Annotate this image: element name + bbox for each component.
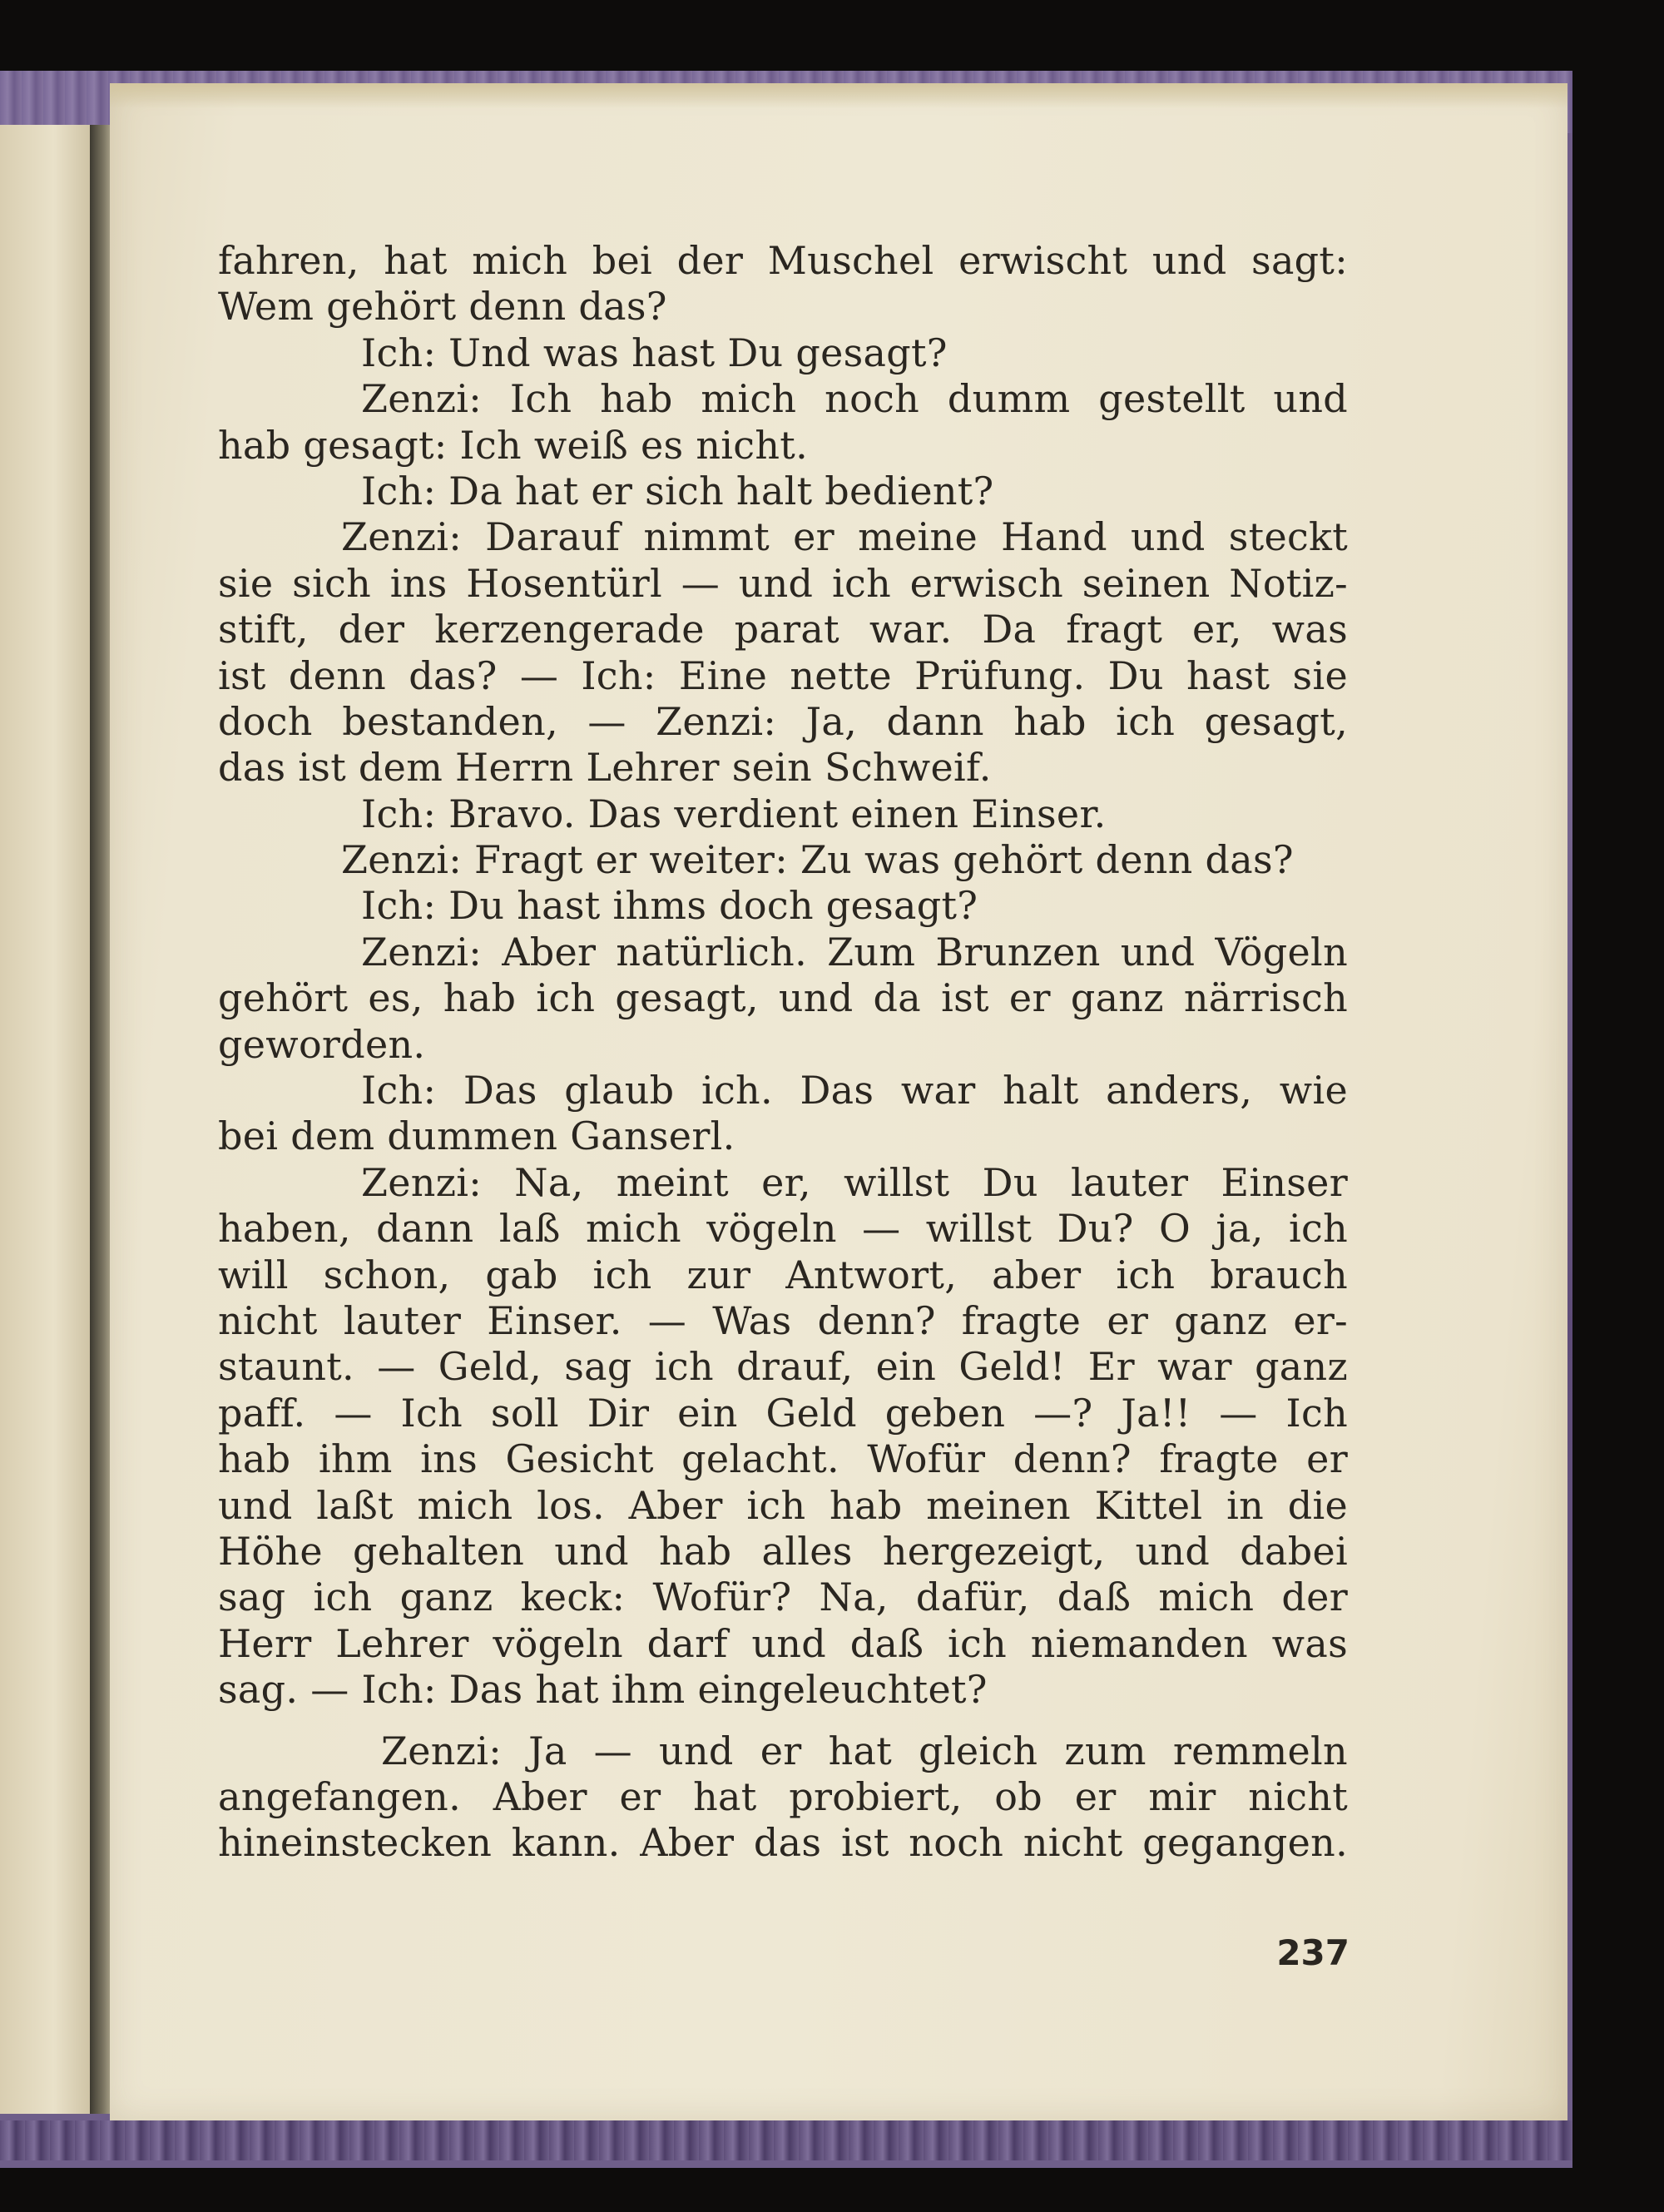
text-line: sag. — Ich: Das hat ihm eingeleuchtet? bbox=[218, 1667, 988, 1713]
text-line: das ist dem Herrn Lehrer sein Schweif. bbox=[218, 745, 992, 791]
text-line: Herr Lehrer vögeln darf und daß ich niemanden was bbox=[218, 1620, 1348, 1666]
cover-bottom-edge bbox=[0, 2120, 1572, 2160]
text-line: Zenzi: Ja — und er hat gleich zum remmeln bbox=[381, 1728, 1348, 1773]
text-line: Ich: Bravo. Das verdient einen Einser. bbox=[361, 791, 1107, 836]
text-line: Ich: Das glaub ich. Das war halt anders, wie bbox=[361, 1068, 1348, 1113]
text-line: doch bestanden, — Zenzi: Ja, dann hab ich gesagt, bbox=[218, 698, 1348, 744]
text-line: will schon, gab ich zur Antwort, aber ich brauch bbox=[218, 1252, 1348, 1297]
text-line: Zenzi: Darauf nimmt er meine Hand und steckt bbox=[341, 514, 1348, 560]
text-line: paff. — Ich soll Dir ein Geld geben —? Ja!! — Ich bbox=[218, 1390, 1348, 1436]
text-line: staunt. — Geld, sag ich drauf, ein Geld! Er war ganz bbox=[218, 1344, 1348, 1390]
text-line: sie sich ins Hosentürl — und ich erwisch seinen Notiz- bbox=[218, 560, 1348, 606]
text-line: hineinstecken kann. Aber das ist noch nicht gegangen. bbox=[218, 1820, 1348, 1866]
text-line: nicht lauter Einser. — Was denn? fragte er ganz er- bbox=[218, 1297, 1348, 1343]
text-line: haben, dann laß mich vögeln — willst Du? O ja, ich bbox=[218, 1206, 1348, 1252]
text-line: Zenzi: Na, meint er, willst Du lauter Einser bbox=[361, 1159, 1348, 1205]
text-line: Höhe gehalten und hab alles hergezeigt, und dabei bbox=[218, 1528, 1348, 1574]
text-line: ist denn das? — Ich: Eine nette Prüfung. Du hast sie bbox=[218, 652, 1348, 698]
text-line: Zenzi: Fragt er weiter: Zu was gehört denn das? bbox=[341, 837, 1294, 883]
text-line: Ich: Da hat er sich halt bedient? bbox=[361, 468, 994, 513]
text-line: Zenzi: Aber natürlich. Zum Brunzen und Vögeln bbox=[361, 929, 1348, 975]
text-line: bei dem dummen Ganserl. bbox=[218, 1113, 735, 1159]
text-line: Zenzi: Ich hab mich noch dumm gestellt und bbox=[361, 376, 1348, 422]
text-line: sag ich ganz keck: Wofür? Na, dafür, daß mich der bbox=[218, 1575, 1348, 1620]
text-line: Wem gehört denn das? bbox=[218, 284, 667, 330]
text-line: hab ihm ins Gesicht gelacht. Wofür denn? fragte er bbox=[218, 1436, 1348, 1482]
text-line: Ich: Und was hast Du gesagt? bbox=[361, 330, 948, 375]
text-line: angefangen. Aber er hat probiert, ob er mir nicht bbox=[218, 1773, 1348, 1819]
body-text bbox=[218, 238, 1348, 1867]
text-line: Ich: Du hast ihms doch gesagt? bbox=[361, 883, 978, 929]
page-number: 237 bbox=[1276, 1932, 1350, 1973]
text-line: geworden. bbox=[218, 1021, 426, 1067]
page-top-shadow bbox=[110, 83, 1567, 108]
text-line: und laßt mich los. Aber ich hab meinen Kittel in die bbox=[218, 1482, 1348, 1528]
text-line: hab gesagt: Ich weiß es nicht. bbox=[218, 422, 808, 468]
left-page-edge bbox=[0, 125, 92, 2114]
text-line: fahren, hat mich bei der Muschel erwischt und sagt: bbox=[218, 238, 1348, 283]
text-line: stift, der kerzengerade parat war. Da fragt er, was bbox=[218, 607, 1348, 652]
text-line: gehört es, hab ich gesagt, und da ist er ganz närrisch bbox=[218, 975, 1348, 1021]
